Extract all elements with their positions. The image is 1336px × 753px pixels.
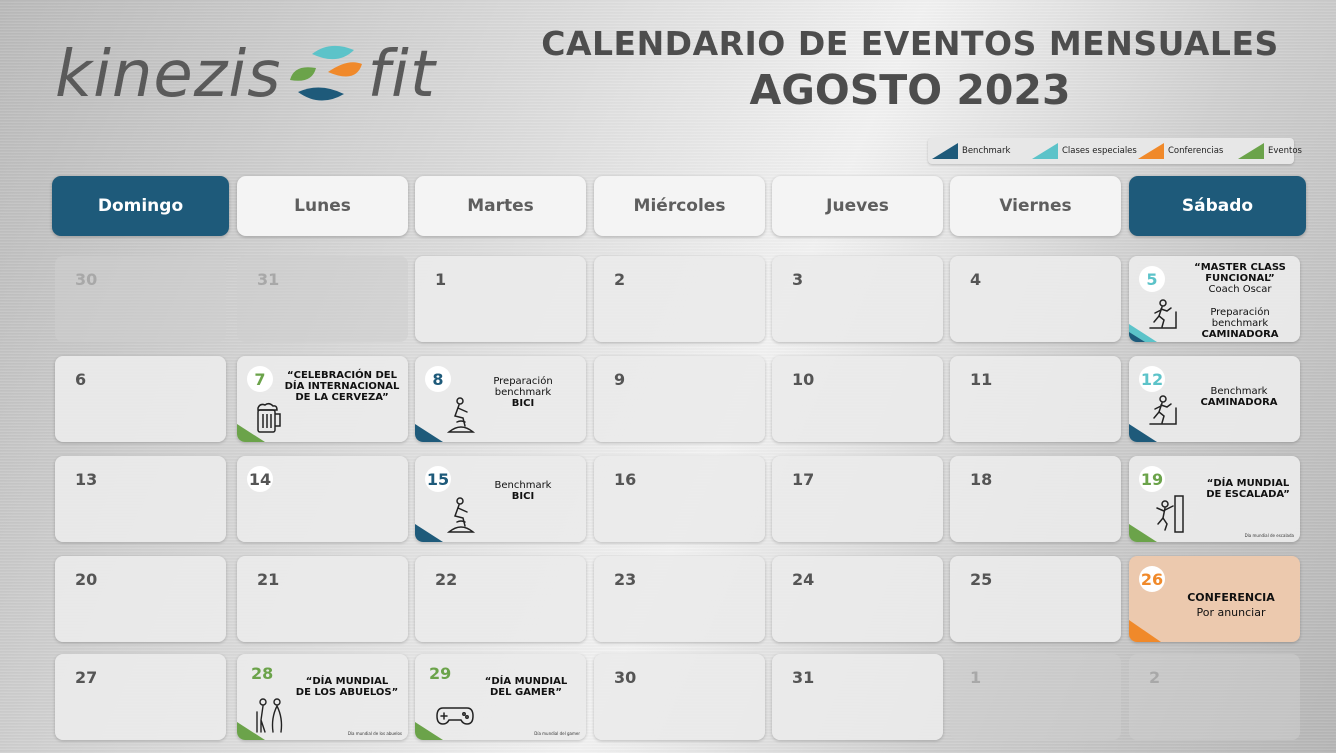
treadmill-icon [1147, 394, 1179, 428]
day-number: 25 [970, 570, 993, 589]
day-number: 30 [614, 668, 637, 687]
event-text [287, 676, 407, 698]
legend-swatch-clases [1032, 143, 1058, 159]
event-text [471, 676, 581, 698]
day-badge: 15 [425, 466, 451, 492]
category-corner [1129, 524, 1157, 542]
day-cell [55, 356, 226, 442]
day-cell [950, 556, 1121, 642]
day-cell [415, 256, 586, 342]
day-badge: 7 [247, 366, 273, 392]
event-line: “CELEBRACIÓN DEL [287, 370, 397, 381]
legend-item-benchmark [932, 138, 1010, 164]
logo-word-left: kinezis [55, 38, 282, 112]
day-cell [772, 654, 943, 740]
day-number: 27 [75, 668, 98, 687]
legend-item-clases-especiales [1032, 138, 1137, 164]
day-number: 28 [251, 664, 274, 683]
day-cell [594, 256, 765, 342]
day-number: 30 [75, 270, 98, 289]
event-line: DE ESCALADA” [1206, 489, 1290, 500]
event-line: FUNCIONAL” [1205, 273, 1275, 284]
legend-label: Benchmark [962, 146, 1011, 156]
day-number: 1 [435, 270, 447, 289]
event-text [1193, 478, 1300, 500]
category-corner [415, 524, 443, 542]
category-corner-secondary [1129, 332, 1145, 342]
day-number: 31 [257, 270, 280, 289]
event-line: “DÍA MUNDIAL [1206, 478, 1290, 489]
day-cell [594, 654, 765, 740]
event-line: Benchmark [494, 480, 552, 491]
event-line: Coach Oscar [1208, 284, 1272, 295]
day-cell [55, 556, 226, 642]
day-number: 1 [970, 668, 982, 687]
header-jueves: Jueves [772, 176, 943, 236]
day-badge: 12 [1139, 366, 1165, 392]
day-number: 21 [257, 570, 280, 589]
event-line: benchmark [1211, 318, 1269, 329]
day-cell [237, 556, 408, 642]
day-number: 3 [792, 270, 804, 289]
day-cell [1129, 654, 1300, 740]
event-line: Benchmark [1210, 386, 1268, 397]
legend-label: Conferencias [1168, 146, 1224, 156]
day-cell [594, 556, 765, 642]
day-number: 4 [970, 270, 982, 289]
header-sabado: Sábado [1129, 176, 1306, 236]
day-cell [772, 456, 943, 542]
header-martes: Martes [415, 176, 586, 236]
day-cell-event [1129, 256, 1300, 342]
day-cell [950, 654, 1121, 740]
header-miercoles: Miércoles [594, 176, 765, 236]
event-text [475, 376, 571, 409]
event-text [1169, 590, 1293, 620]
event-line: DEL GAMER” [490, 687, 562, 698]
day-badge: 14 [247, 466, 273, 492]
header-domingo: Domingo [52, 176, 229, 236]
event-line: BICI [511, 398, 535, 409]
day-cell [594, 356, 765, 442]
legend-item-eventos [1238, 138, 1302, 164]
bike-icon [445, 496, 477, 536]
day-cell-event [415, 356, 586, 442]
day-cell [772, 556, 943, 642]
day-number: 17 [792, 470, 815, 489]
day-cell-event [415, 456, 586, 542]
event-line: CAMINADORA [1201, 329, 1279, 340]
day-cell [772, 256, 943, 342]
day-cell-event [1129, 556, 1300, 642]
day-badge: 26 [1139, 566, 1165, 592]
day-number: 13 [75, 470, 98, 489]
event-note: Día mundial del gamer [534, 731, 580, 736]
category-corner [237, 424, 265, 442]
day-cell [415, 556, 586, 642]
legend-label: Eventos [1268, 146, 1302, 156]
day-cell [237, 256, 408, 342]
event-line: “MASTER CLASS [1194, 262, 1286, 273]
day-cell-event [1129, 356, 1300, 442]
logo-word-right: fit [367, 38, 436, 112]
day-number: 10 [792, 370, 815, 389]
event-line: “DÍA MUNDIAL [305, 676, 389, 687]
legend-label: Clases especiales [1062, 146, 1137, 156]
day-badge: 8 [425, 366, 451, 392]
calendar-title: CALENDARIO DE EVENTOS MENSUALES [541, 24, 1279, 63]
kinezis-fit-logo [55, 40, 436, 110]
day-cell [55, 456, 226, 542]
day-number: 2 [614, 270, 626, 289]
calendar-month: AGOSTO 2023 [749, 66, 1071, 114]
event-line: BICI [511, 491, 535, 502]
event-line: Por anunciar [1196, 606, 1266, 619]
day-number: 18 [970, 470, 993, 489]
event-line: CAMINADORA [1200, 397, 1278, 408]
header-lunes: Lunes [237, 176, 408, 236]
logo-leaves-icon [284, 42, 366, 108]
day-cell-event [1129, 456, 1300, 542]
day-number: 6 [75, 370, 87, 389]
day-badge: 19 [1139, 466, 1165, 492]
event-text [1179, 307, 1300, 340]
climbing-icon [1153, 494, 1185, 534]
legend-swatch-conferencias [1138, 143, 1164, 159]
bike-icon [445, 396, 477, 436]
category-corner [1129, 424, 1157, 442]
day-cell [950, 256, 1121, 342]
event-text [1187, 386, 1291, 408]
day-number: 16 [614, 470, 637, 489]
event-line: Preparación [1210, 307, 1270, 318]
event-line: DE LOS ABUELOS” [295, 687, 399, 698]
day-cell [594, 456, 765, 542]
event-line: DE LA CERVEZA” [295, 392, 389, 403]
event-line: DÍA INTERNACIONAL [284, 381, 400, 392]
category-corner [1129, 620, 1161, 642]
day-cell [237, 456, 408, 542]
category-corner [237, 722, 265, 740]
header-viernes: Viernes [950, 176, 1121, 236]
day-cell-event [237, 356, 408, 442]
category-corner [415, 424, 443, 442]
legend-item-conferencias [1138, 138, 1223, 164]
event-text [1179, 262, 1300, 295]
day-cell [950, 356, 1121, 442]
day-cell [950, 456, 1121, 542]
event-note: Día mundial de escalada [1244, 533, 1294, 538]
event-line: Preparación [493, 376, 553, 387]
day-number: 29 [429, 664, 452, 683]
day-cell [55, 654, 226, 740]
event-note: Día mundial de los abuelos [347, 731, 402, 736]
day-number: 9 [614, 370, 626, 389]
day-badge: 5 [1139, 266, 1165, 292]
day-number: 2 [1149, 668, 1161, 687]
day-number: 23 [614, 570, 637, 589]
event-line: “DÍA MUNDIAL [484, 676, 568, 687]
day-number: 11 [970, 370, 993, 389]
day-number: 31 [792, 668, 815, 687]
legend-swatch-eventos [1238, 143, 1264, 159]
legend [928, 138, 1302, 164]
legend-swatch-benchmark [932, 143, 958, 159]
event-text [277, 370, 407, 403]
event-line: CONFERENCIA [1187, 591, 1275, 604]
day-cell [772, 356, 943, 442]
event-text [475, 480, 571, 502]
day-number: 22 [435, 570, 458, 589]
day-number: 20 [75, 570, 98, 589]
category-corner [415, 722, 443, 740]
day-cell [55, 256, 226, 342]
day-number: 24 [792, 570, 815, 589]
event-line: benchmark [494, 387, 552, 398]
day-cell-event [415, 654, 586, 740]
day-cell-event [237, 654, 408, 740]
